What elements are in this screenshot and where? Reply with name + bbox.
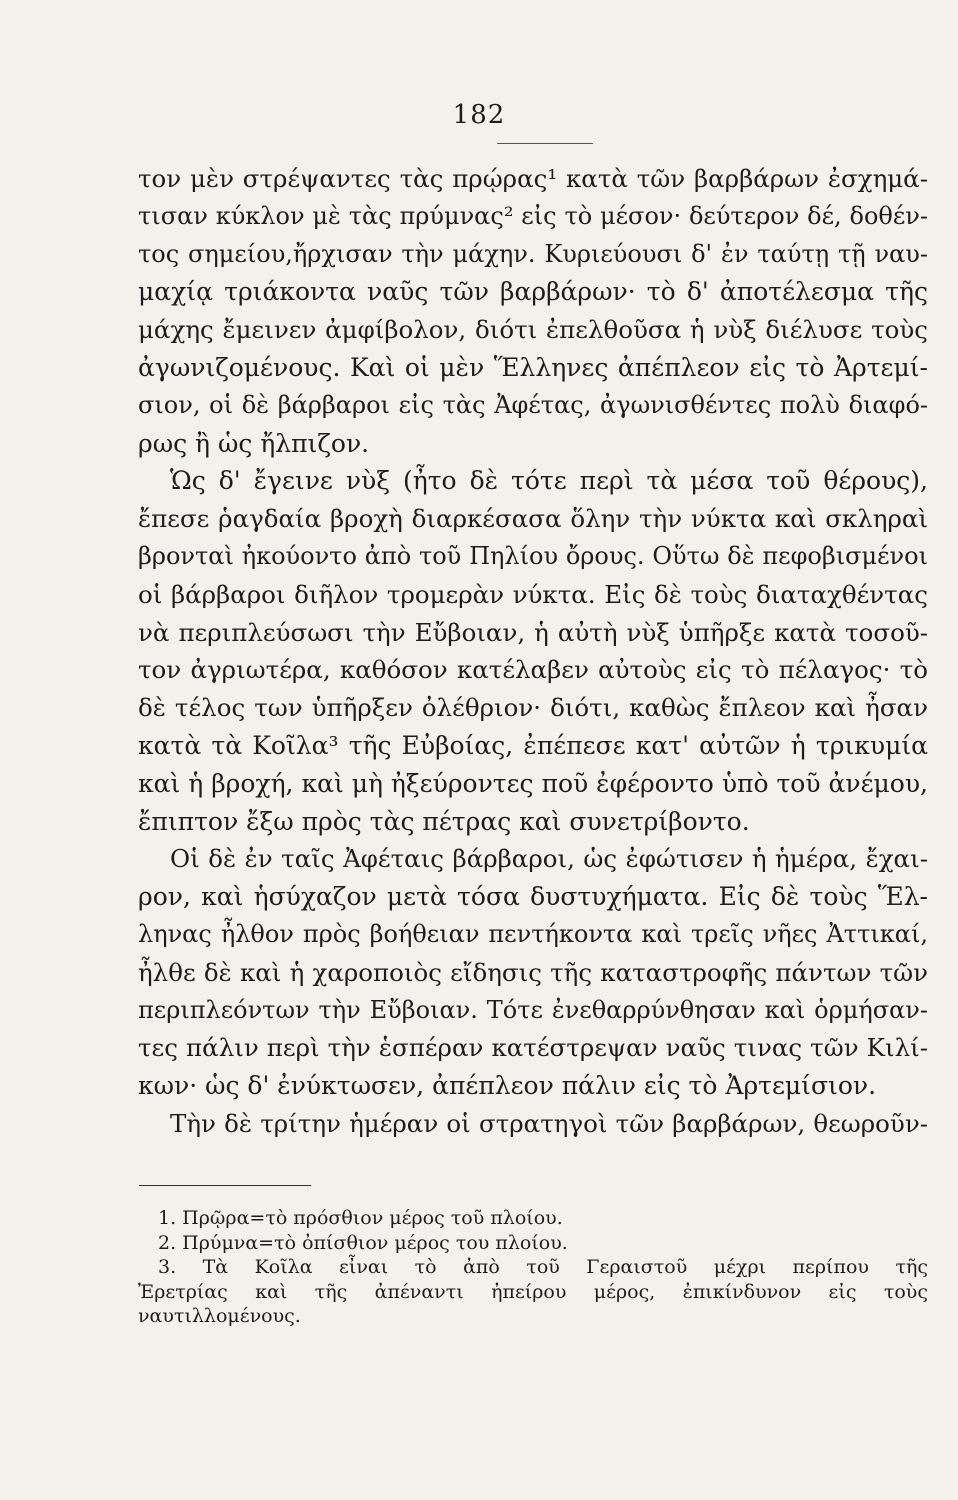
text-line: σιον, οἱ δὲ βάρβαροι εἰς τὰς Ἀφέτας, ἀγωνισθέντες πολὺ διαφό- [138,390,928,419]
footnote-line: ναυτιλλομένους. [138,1305,301,1327]
footnote-line: 2. Πρύμνα=τὸ ὀπίσθιον μέρος του πλοίου. [158,1231,568,1254]
text-line: τες πάλιν περὶ τὴν ἑσπέραν κατέστρεψαν ναῦς τινας τῶν Κιλί- [138,1033,928,1063]
footnotes [138,1206,928,1329]
text-line: τος σημείου,ἤρχισαν τὴν μάχην. Κυριεύουσι δ' ἐν ταύτῃ τῇ ναυ- [138,239,928,268]
footnote-line: 3. Τὰ Κοῖλα εἶναι τὸ ἀπὸ τοῦ Γεραιστοῦ μέχρι περίπου τῆς [158,1256,928,1278]
text-line: ληνας ἦλθον πρὸς βοήθειαν πεντήκοντα καὶ τρεῖς νῆες Ἀττικαί, [138,919,928,948]
text-line: μαχίᾳ τριάκοντα ναῦς τῶν βαρβάρων· τὸ δ' ἀποτέλεσμα τῆς [138,277,928,307]
text-line: ρως ἢ ὡς ἤλπιζον. [138,428,370,458]
text-line: ἀγωνιζομένους. Καὶ οἱ μὲν Ἕλληνες ἀπέπλεον εἰς τὸ Ἀρτεμί- [138,352,928,382]
text-line: τον ἀγριωτέρα, καθόσον κατέλαβεν αὐτοὺς εἰς τὸ πέλαγος· τὸ [138,655,928,685]
text-line: καὶ ἡ βροχή, καὶ μὴ ἠξεύροντες ποῦ ἐφέροντο ὑπὸ τοῦ ἀνέμου, [138,768,928,798]
page-number-rule [497,143,593,144]
text-line: ἔπιπτον ἔξω πρὸς τὰς πέτρας καὶ συνετρίβοντο. [138,806,750,836]
text-line: Τὴν δὲ τρίτην ἡμέραν οἱ στρατηγοὶ τῶν βαρβάρων, θεωροῦν- [170,1108,928,1138]
text-line: ἦλθε δὲ καὶ ἡ χαροποιὸς εἴδησις τῆς καταστροφῆς πάντων τῶν [138,957,928,987]
text-line: δὲ τέλος των ὑπῆρξεν ὀλέθριον· διότι, καθὼς ἔπλεον καὶ ἦσαν [138,693,928,723]
text-line: περιπλεόντων τὴν Εὔβοιαν. Τότε ἐνεθαρρύνθησαν καὶ ὁρμήσαν- [138,995,928,1024]
text-line: τον μὲν στρέψαντες τὰς πρῴρας¹ κατὰ τῶν βαρβάρων ἐσχημά- [138,164,928,193]
text-line: μάχης ἔμεινεν ἀμφίβολον, διότι ἐπελθοῦσα ἡ νὺξ διέλυσε τοὺς [138,315,928,345]
text-line: κατὰ τὰ Κοῖλα³ τῆς Εὐβοίας, ἐπέπεσε κατ' αὐτῶν ἡ τρικυμία [138,730,928,760]
text-line: ἔπεσε ῥαγδαία βροχὴ διαρκέσασα ὅλην τὴν νύκτα καὶ σκληραὶ [138,504,928,534]
footnote-rule [139,1185,311,1186]
footnote-line: 1. Πρῷρα=τὸ πρόσθιον μέρος τοῦ πλοίου. [158,1207,563,1229]
text-line: Οἱ δὲ ἐν ταῖς Ἀφέταις βάρβαροι, ὡς ἐφώτισεν ἡ ἡμέρα, ἔχαι- [170,844,928,874]
text-line: βρονταὶ ἠκούοντο ἀπὸ τοῦ Πηλίου ὄρους. Οὕτω δὲ πεφοβισμένοι [138,541,928,570]
text-line: Ὡς δ' ἔγεινε νὺξ (ἦτο δὲ τότε περὶ τὰ μέσα τοῦ θέρους), [170,466,928,496]
text-line: νὰ περιπλεύσωσι τὴν Εὔβοιαν, ἡ αὐτὴ νὺξ ὑπῆρξε κατὰ τοσοῦ- [138,617,928,647]
text-line: κων· ὡς δ' ἐνύκτωσεν, ἀπέπλεον πάλιν εἰς τὸ Ἀρτεμίσιον. [138,1071,877,1101]
page-number: 182 [452,100,506,130]
body-text [138,160,928,1143]
text-line: οἱ βάρβαροι διῆλον τρομερὰν νύκτα. Εἰς δὲ τοὺς διαταχθέντας [138,579,928,609]
text-line: τισαν κύκλον μὲ τὰς πρύμνας² εἰς τὸ μέσον· δεύτερον δέ, δοθέν- [138,201,928,230]
footnote-line: Ἐρετρίας καὶ τῆς ἀπέναντι ἠπείρου μέρος, ἐπικίνδυνον εἰς τοὺς [138,1280,928,1303]
text-line: ρον, καὶ ἡσύχαζον μετὰ τόσα δυστυχήματα. Εἰς δὲ τοὺς Ἕλ- [138,882,928,912]
